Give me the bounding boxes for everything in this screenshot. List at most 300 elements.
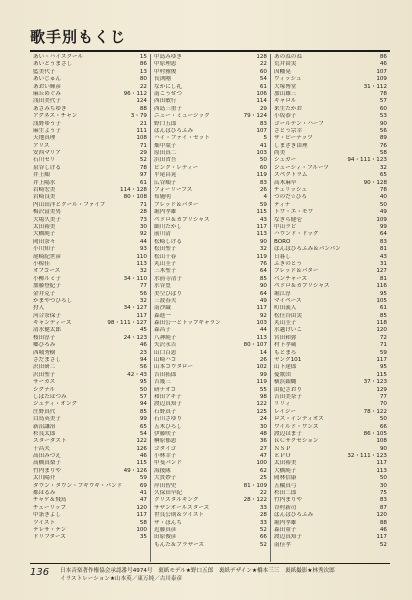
page-refs: 54 <box>259 76 267 83</box>
index-entry <box>274 283 387 290</box>
artist-name: 千昌夫 <box>33 445 50 452</box>
index-entry <box>154 298 267 305</box>
artist-name: 山口百恵 <box>154 349 177 356</box>
page-refs: 86 <box>379 54 387 60</box>
artist-name: 吉幾三 <box>154 379 171 386</box>
artist-name: 近藤真彦 <box>154 527 177 533</box>
index-entry <box>33 431 147 438</box>
index-entry <box>33 231 147 238</box>
page-refs: 56 <box>379 127 387 134</box>
index-entry <box>274 217 387 224</box>
index-entry <box>33 69 147 76</box>
index-entry <box>154 187 267 194</box>
artist-name: 渡辺はま子 <box>274 430 302 437</box>
index-entry <box>154 128 267 135</box>
page-refs: 30 <box>379 482 387 489</box>
page-refs: 44 <box>139 238 147 245</box>
credits <box>60 567 335 583</box>
page-refs: 79・124 <box>243 113 267 120</box>
index-entry <box>33 305 147 312</box>
artist-name: 伊藤咲子 <box>154 430 177 437</box>
artist-name: 狩人 <box>33 305 45 312</box>
page-refs: 95 <box>379 290 387 297</box>
artist-name: 水谷豊 <box>154 283 171 290</box>
page-refs: 25 <box>259 475 267 482</box>
index-entry <box>274 357 387 364</box>
artist-name: ばんばひろふみ <box>274 512 314 519</box>
index-entry <box>33 298 147 305</box>
index-entry <box>154 446 267 453</box>
index-entry <box>154 209 267 216</box>
index-entry <box>154 283 267 290</box>
page-refs: 13 <box>139 68 147 75</box>
page-refs: 107 <box>256 127 267 134</box>
page-refs: 59 <box>379 349 387 356</box>
index-entry <box>154 143 267 150</box>
index-entry <box>274 69 387 76</box>
index-entry <box>33 172 147 179</box>
artist-name: 久保田早紀 <box>154 490 182 497</box>
artist-name: 南沙織 <box>154 305 171 312</box>
index-entry <box>274 239 387 246</box>
page-refs: 50 <box>139 386 147 393</box>
index-entry <box>154 165 267 172</box>
index-entry <box>154 372 267 379</box>
index-entry <box>33 475 147 482</box>
artist-name: ヤング101 <box>274 357 302 364</box>
artist-name: かまやつひろし <box>33 297 73 304</box>
index-entry <box>33 460 147 467</box>
artist-name: サザンオールスターズ <box>154 504 210 511</box>
artist-name: 杉田二郎 <box>274 490 297 497</box>
index-entry <box>154 69 267 76</box>
page-refs: 90 <box>379 445 387 452</box>
artist-name: 竹内まりや <box>33 467 61 474</box>
page-refs: 109 <box>376 216 387 223</box>
page-refs: 49・126 <box>123 467 147 474</box>
artist-name: チャゲ＆飛鳥 <box>33 497 67 504</box>
index-entry <box>274 335 387 342</box>
page-refs: 28・122 <box>243 497 267 504</box>
index-entry <box>33 150 147 157</box>
page-refs: 32 <box>139 297 147 304</box>
index-entry <box>274 401 387 408</box>
artist-name: なぎら健壱 <box>274 216 302 223</box>
artist-name: 西島三重子 <box>154 105 182 112</box>
artist-name: ブレッド＆バター <box>274 268 319 275</box>
index-entry <box>33 165 147 172</box>
page-refs: 100 <box>136 527 147 533</box>
artist-name: 内山田洋とクール・ファイブ <box>33 201 106 208</box>
artist-name: 日暮し <box>274 253 291 260</box>
artist-name: オフコース <box>33 268 61 275</box>
index-entry <box>154 424 267 431</box>
index-entry <box>33 54 147 61</box>
artist-name: フォーリーブス <box>154 187 193 194</box>
page-refs: 15 <box>139 54 147 60</box>
page-refs: 90 <box>379 120 387 127</box>
index-entry <box>274 313 387 320</box>
artist-name: 丸山圭子 <box>154 260 177 267</box>
artist-name: 細川たかし <box>154 223 182 230</box>
page-refs: 60 <box>259 164 267 171</box>
artist-name: 矢沢永吉 <box>154 342 177 349</box>
artist-name: 郷ひろみ <box>33 342 56 349</box>
index-entry <box>274 527 387 534</box>
artist-name: 竹内まりや <box>274 497 302 504</box>
index-entry <box>154 239 267 246</box>
page-refs: 45 <box>139 327 147 334</box>
artist-name: 三木聖子 <box>154 268 177 275</box>
index-entry <box>33 224 147 231</box>
index-entry <box>33 438 147 445</box>
footer <box>30 567 390 583</box>
page-refs: 81 <box>379 275 387 282</box>
page-refs: 50 <box>379 416 387 423</box>
index-column-1 <box>30 54 150 562</box>
page-refs: 52 <box>259 527 267 533</box>
artist-name: チェリッシュ <box>274 187 308 194</box>
index-entry <box>274 372 387 379</box>
page-refs: 93 <box>139 246 147 253</box>
index-entry <box>274 320 387 327</box>
index-entry <box>33 520 147 527</box>
page-refs: 71 <box>139 201 147 208</box>
index-entry <box>154 84 267 91</box>
page-refs: 49 <box>379 209 387 216</box>
index-entry <box>154 305 267 312</box>
page-refs: 80・107 <box>243 342 267 349</box>
page-refs: 119 <box>256 253 267 260</box>
artist-name: 広谷順子 <box>154 179 177 186</box>
index-entry <box>274 91 387 98</box>
artist-name: 尾崎紀世彦 <box>33 253 61 260</box>
page-refs: 96・112 <box>123 90 147 97</box>
artist-name: ジュディ・オング <box>33 401 78 408</box>
index-entry <box>274 364 387 371</box>
index-entry <box>33 490 147 497</box>
index-entry <box>154 505 267 512</box>
artist-name: 岡田奈々 <box>33 238 56 245</box>
artist-name: 大橋純子 <box>33 231 56 238</box>
index-entry <box>274 54 387 61</box>
page-refs: 52 <box>259 541 267 548</box>
page-refs: 48 <box>259 430 267 437</box>
page-refs: 32 <box>259 246 267 253</box>
index-entry <box>154 416 267 423</box>
page-refs: 61 <box>379 305 387 312</box>
artist-name: ピンク・レディー <box>154 164 199 171</box>
artist-name: ペドロ＆カプリシャス <box>274 283 330 290</box>
page-refs: 64 <box>259 268 267 275</box>
artist-name: 大橋純子 <box>274 467 297 474</box>
artist-name: 西城秀樹 <box>33 349 56 356</box>
artist-name: BORO <box>274 238 291 245</box>
index-entry <box>33 209 147 216</box>
page-refs: 41 <box>139 490 147 497</box>
page-refs: 99 <box>379 223 387 230</box>
index-entry <box>154 379 267 386</box>
artist-name: シュガー <box>274 157 297 164</box>
artist-name: ザ・ピーナッツ <box>274 135 313 142</box>
index-entry <box>33 128 147 135</box>
index-entry <box>33 239 147 246</box>
credits-line: 日本音楽著作権協会承認番号4974号 裏紙モデル★野口五郎 裏紙デザイン★橋本三三 裏紙撮影★林秀次郎 <box>60 568 335 574</box>
page-refs: 86・105 <box>363 430 387 437</box>
page-refs: 120 <box>376 512 387 519</box>
index-column-3 <box>270 54 390 562</box>
page-refs: 102 <box>256 364 267 371</box>
index-entry <box>274 534 387 541</box>
artist-name: ティナ <box>274 201 291 208</box>
page-refs: 71 <box>379 342 387 349</box>
artist-name: 高田みづえ <box>33 453 61 460</box>
page-refs: 59 <box>139 475 147 482</box>
page-refs: 127 <box>376 268 387 275</box>
artist-name: 吉田美奈子 <box>274 393 302 400</box>
index-entry <box>154 497 267 504</box>
page-refs: 59 <box>259 201 267 208</box>
index-entry <box>274 261 387 268</box>
index-entry <box>33 483 147 490</box>
page-refs: 40 <box>379 194 387 201</box>
page-refs: 32・111・123 <box>347 453 387 460</box>
page-refs: 57 <box>379 98 387 105</box>
page-refs: 42・43 <box>127 371 147 378</box>
artist-name: ブレッド＆バター <box>154 201 199 208</box>
index-entry <box>154 106 267 113</box>
page-refs: 46 <box>379 527 387 533</box>
page-refs: 31・112 <box>363 83 387 90</box>
index-entry <box>154 460 267 467</box>
page-refs: 113 <box>376 467 387 474</box>
page-refs: 75 <box>379 490 387 497</box>
artist-name: 清水健太郎 <box>33 327 61 334</box>
index-entry <box>33 187 147 194</box>
index-entry <box>274 231 387 238</box>
page-refs: 92 <box>259 312 267 319</box>
index-entry <box>154 172 267 179</box>
index-entry <box>33 143 147 150</box>
page-refs: 58 <box>379 150 387 157</box>
artist-name: レイジー <box>274 408 297 415</box>
page-refs: 108 <box>376 438 387 445</box>
page-refs: 122 <box>136 438 147 445</box>
index-entry <box>274 387 387 394</box>
page-refs: 90 <box>259 238 267 245</box>
index-entry <box>33 135 147 142</box>
page-refs: 108 <box>136 135 147 142</box>
index-entry <box>33 497 147 504</box>
artist-name: ハウンド・ドッグ <box>274 231 319 238</box>
artist-name: 白鳥英美子 <box>33 416 61 423</box>
index-entry <box>33 387 147 394</box>
artist-name: 山崎ハコ <box>154 357 177 364</box>
page-refs: 124 <box>136 98 147 105</box>
page-refs: 80・108 <box>123 194 147 201</box>
index-entry <box>154 431 267 438</box>
page-refs: 22 <box>259 61 267 68</box>
index-entry <box>154 54 267 61</box>
page-refs: 23 <box>139 349 147 356</box>
page-refs: 105 <box>376 297 387 304</box>
artist-name: 岩崎良美 <box>33 194 56 201</box>
index-column-2 <box>150 54 270 562</box>
page-refs: 56 <box>139 290 147 297</box>
index-entry <box>154 150 267 157</box>
artist-name: 庄野真代 <box>33 408 56 415</box>
page-refs: 98・111・127 <box>107 320 147 327</box>
index-entry <box>154 364 267 371</box>
index-entry <box>33 527 147 534</box>
page-refs: 117 <box>136 512 147 519</box>
page-refs: 47 <box>139 497 147 504</box>
artist-name: つのだ☆ひろ <box>274 194 307 201</box>
artist-name: ＥＰＯ <box>274 453 291 460</box>
artist-name: ばんばひろふみ <box>154 127 194 134</box>
page-refs: 43 <box>259 216 267 223</box>
artist-name: 渡辺真知子 <box>154 401 182 408</box>
index-entry <box>154 61 267 68</box>
artist-name: あいじゅん <box>33 76 61 83</box>
artist-name: ニュー・ミュージック <box>154 113 210 120</box>
artist-name: あのねのね <box>274 54 302 60</box>
page-title: 歌手別もくじ <box>30 28 127 46</box>
index-entry <box>154 512 267 519</box>
index-entry <box>154 342 267 349</box>
artist-name: アリス <box>33 142 50 149</box>
artist-name: ベンチャーズ <box>274 275 308 282</box>
index-entry <box>154 401 267 408</box>
page-refs: 98 <box>259 393 267 400</box>
artist-name: 野口五郎 <box>154 120 177 127</box>
page-number: 136 <box>30 567 50 578</box>
index-entry <box>274 431 387 438</box>
page-refs: 78 <box>379 187 387 194</box>
artist-name: さだまさし <box>33 357 61 364</box>
index-entry <box>33 276 147 283</box>
page-refs: 77 <box>139 283 147 290</box>
artist-name: 太田裕美 <box>274 460 297 467</box>
page-refs: 85 <box>379 312 387 319</box>
artist-name: ダウン・タウン・ブギウギ・バンド <box>33 482 123 489</box>
page-refs: 117 <box>136 312 147 319</box>
page-refs: 50 <box>379 201 387 208</box>
page-refs: 90 <box>259 283 267 290</box>
index-entry <box>274 84 387 91</box>
page-refs: 26 <box>259 357 267 364</box>
artist-name: 中島みゆき <box>154 54 182 60</box>
page-refs: 120 <box>376 327 387 334</box>
page-refs: 126 <box>136 445 147 452</box>
page-refs: 61 <box>259 83 267 90</box>
page-refs: 83 <box>379 238 387 245</box>
artist-name: ロス・インディオス <box>274 416 324 423</box>
index-entry <box>154 180 267 187</box>
index-entry <box>274 505 387 512</box>
index-entry <box>154 490 267 497</box>
page-refs: 43 <box>379 253 387 260</box>
index-entry <box>154 113 267 120</box>
page-refs: 113 <box>256 334 267 341</box>
index-entry <box>274 246 387 253</box>
page-refs: 47 <box>259 453 267 460</box>
artist-name: ＮＳＰ <box>274 445 291 452</box>
artist-name: 丸山圭子 <box>274 320 297 327</box>
artist-name: 天地真理 <box>33 135 56 142</box>
index-entry <box>33 534 147 541</box>
page-refs: 29 <box>139 150 147 157</box>
artist-name: 森進一 <box>154 312 171 319</box>
page-refs: 107 <box>376 68 387 75</box>
page-refs: 119 <box>256 379 267 386</box>
page-refs: 52 <box>139 157 147 164</box>
artist-name: 甲斐バンド <box>154 460 182 467</box>
page-refs: 64 <box>259 290 267 297</box>
index-entry <box>154 320 267 327</box>
page-refs: 111 <box>136 127 147 134</box>
artist-name: 太川陽介 <box>33 475 56 482</box>
footer-rule <box>30 563 390 564</box>
artist-name: 加藤登紀子 <box>33 283 61 290</box>
index-entry <box>154 468 267 475</box>
index-entry <box>33 357 147 364</box>
artist-name: 五輪真弓 <box>274 482 297 489</box>
artist-name: ゴールデン・ハーフ <box>274 120 324 127</box>
artist-name: ワイルド・ワンズ <box>274 423 319 430</box>
page-refs: 92 <box>139 231 147 238</box>
index-entry <box>33 91 147 98</box>
index-entry <box>274 121 387 128</box>
artist-name: 美空ひばり <box>154 290 182 297</box>
page-refs: 89 <box>379 135 387 142</box>
page-refs: 81 <box>379 246 387 253</box>
page-refs: 117 <box>256 223 267 230</box>
index-entry <box>154 157 267 164</box>
index-entry <box>154 409 267 416</box>
index-entry <box>274 165 387 172</box>
index-entry <box>33 335 147 342</box>
page-refs: 120 <box>136 504 147 511</box>
artist-name: もんた＆ブラザーズ <box>154 541 205 548</box>
index-entry <box>274 298 387 305</box>
page-refs: 24 <box>259 416 267 423</box>
artist-name: 八神純子 <box>154 334 177 341</box>
page-refs: 30 <box>259 423 267 430</box>
index-entry <box>154 313 267 320</box>
page-refs: 113 <box>256 231 267 238</box>
artist-name: 南こうせつ <box>154 90 182 97</box>
artist-name: 松山千春 <box>154 253 177 260</box>
artist-name: チューリップ <box>33 504 67 511</box>
artist-name: 河合奈保子 <box>33 312 61 319</box>
artist-name: スペクトラム <box>274 172 308 179</box>
artist-name: ばんばひろふみ＆バンバン <box>274 246 341 253</box>
index-entry <box>274 276 387 283</box>
index-entry <box>33 84 147 91</box>
index-entry <box>274 542 387 549</box>
page-refs: 117 <box>256 305 267 312</box>
artist-name: 高橋真梨子 <box>33 460 61 467</box>
artist-name: 村下孝蔵 <box>274 342 297 349</box>
page-refs: 125 <box>256 408 267 415</box>
artist-name: あいとうまさし <box>33 61 73 68</box>
page-refs: 69 <box>139 482 147 489</box>
page-refs: 103 <box>256 320 267 327</box>
artist-name: さとう宗幸 <box>274 127 302 134</box>
page-refs: 65 <box>139 423 147 430</box>
index-entry <box>154 246 267 253</box>
